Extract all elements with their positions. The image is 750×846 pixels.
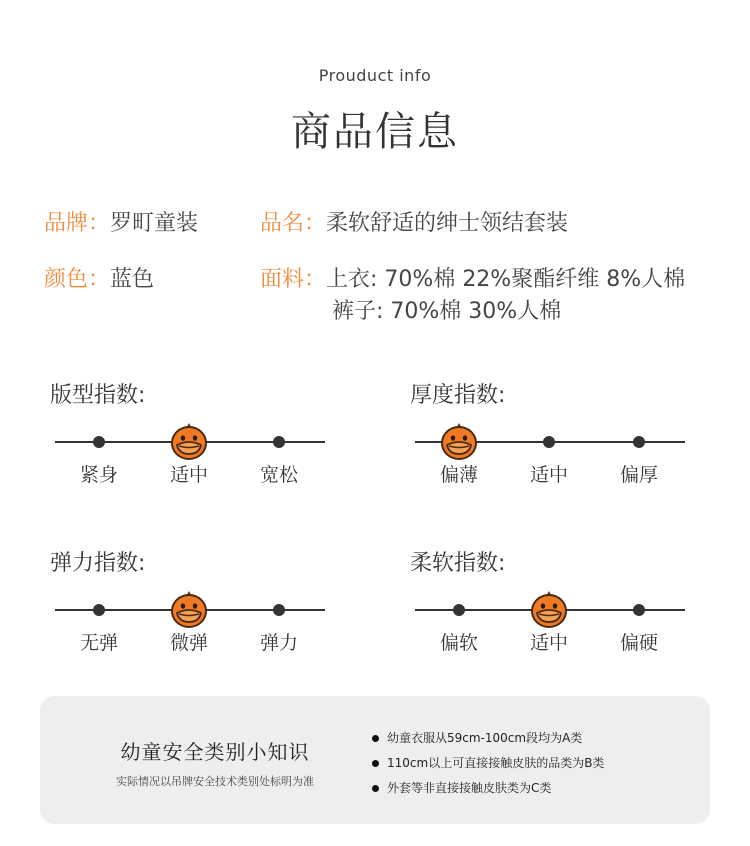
material-top-value: 上衣: 70%棉 22%聚酯纤维 8%人棉	[326, 267, 686, 292]
notice-item: 110cm以上可直接接触皮肤的品类为B类	[372, 751, 604, 776]
scale-dot	[93, 604, 105, 616]
notice-heading	[40, 736, 390, 789]
scale-option-label: 微弹	[169, 632, 208, 654]
duck-icon	[168, 588, 210, 630]
color-value: 蓝色	[110, 267, 155, 292]
notice-item: 外套等非直接接触皮肤类为C类	[372, 776, 604, 801]
notice-item: 幼童衣服从59cm-100cm段均为A类	[372, 726, 604, 751]
scale-dot	[93, 436, 105, 448]
scale-option-label: 紧身	[79, 464, 118, 486]
scale-title: 弹力指数:	[50, 551, 146, 576]
safety-notice-panel	[40, 696, 710, 824]
page-title: 商品信息	[291, 109, 459, 155]
scale-option-label: 偏厚	[619, 464, 658, 486]
product-name-label: 品名：	[260, 211, 327, 236]
scale-option-label: 适中	[169, 464, 208, 486]
scale-option-label: 偏软	[439, 632, 478, 654]
duck-icon	[528, 588, 570, 630]
thickness-index-scale	[410, 378, 710, 498]
scale-title: 版型指数:	[50, 383, 146, 408]
color-label: 颜色：	[44, 267, 111, 292]
scale-dot	[273, 604, 285, 616]
scale-option-label: 偏薄	[439, 464, 478, 486]
scale-option-label: 适中	[529, 632, 568, 654]
scale-dot	[543, 436, 555, 448]
brand-label: 品牌：	[44, 211, 111, 236]
scale-option-label: 宽松	[259, 464, 298, 486]
product-name-value: 柔软舒适的绅士领结套装	[326, 211, 569, 236]
scale-dot	[273, 436, 285, 448]
material-label: 面料：	[260, 267, 327, 292]
scale-option-label: 弹力	[259, 632, 298, 654]
scale-title: 柔软指数:	[410, 551, 506, 576]
notice-title: 幼童安全类别小知识	[120, 740, 310, 764]
brand-row	[44, 208, 198, 240]
material-pants-value: 裤子: 70%棉 30%人棉	[332, 299, 562, 324]
elasticity-index-scale	[50, 546, 350, 666]
notice-subtitle: 实际情况以吊牌安全技术类别处标明为准	[116, 775, 314, 788]
scale-option-label: 偏硬	[619, 632, 658, 654]
duck-icon	[438, 420, 480, 462]
scale-option-label: 适中	[529, 464, 568, 486]
duck-icon	[168, 420, 210, 462]
scale-dot	[633, 604, 645, 616]
page-subtitle: Prouduct info	[318, 66, 432, 85]
notice-list	[372, 726, 604, 801]
softness-index-scale	[410, 546, 710, 666]
color-row	[44, 264, 154, 296]
fit-index-scale	[50, 378, 350, 498]
scale-option-label: 无弹	[79, 632, 118, 654]
scale-dot	[453, 604, 465, 616]
scale-title: 厚度指数:	[410, 383, 506, 408]
product-name-row	[260, 208, 568, 240]
material-row	[260, 264, 685, 328]
brand-value: 罗町童装	[110, 211, 199, 236]
scale-dot	[633, 436, 645, 448]
